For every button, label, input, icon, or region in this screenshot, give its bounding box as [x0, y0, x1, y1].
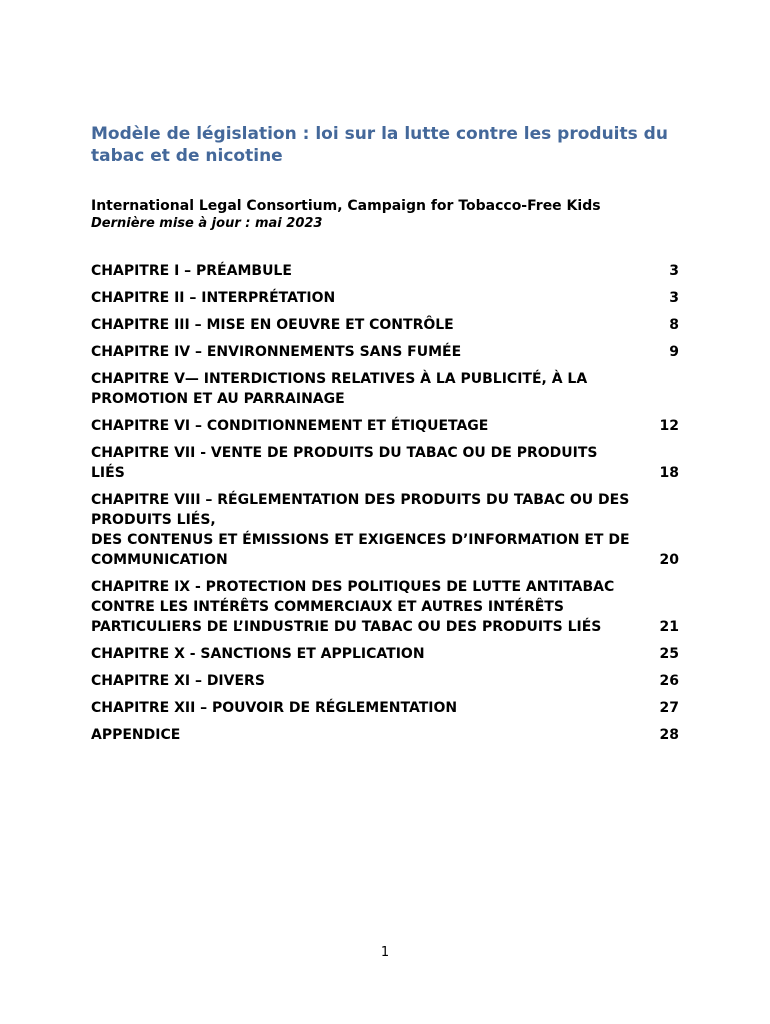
organization-line: International Legal Consortium, Campaign for Tobacco-Free Kids	[91, 198, 601, 214]
toc-entry[interactable]	[91, 315, 679, 335]
toc-entry-page: 26	[659, 673, 679, 689]
toc-entry-title: CHAPITRE III – MISE EN OEUVRE ET CONTRÔLE	[91, 317, 454, 333]
toc-entry-page: 21	[659, 619, 679, 635]
toc-entry-title: CHAPITRE XI – DIVERS	[91, 673, 265, 689]
toc-entry[interactable]	[91, 577, 679, 637]
toc-entry-title: CHAPITRE IX - PROTECTION DES POLITIQUES DE LUTTE ANTITABAC CONTRE LES INTÉRÊTS COMMERCIAUX ET AUTRES INTÉRÊTS PARTICULIERS DE L’INDUSTRIE DU TABAC OU DES PRODUITS LIÉS	[91, 579, 615, 635]
toc-entry-title: CHAPITRE VII - VENTE DE PRODUITS DU TABAC OU DE PRODUITS LIÉS	[91, 445, 598, 481]
page-number: 1	[380, 945, 390, 960]
toc-entry-title: APPENDICE	[91, 727, 181, 743]
toc-entry[interactable]	[91, 698, 679, 718]
toc-entry-page: 8	[669, 317, 679, 333]
toc-entry-page: 20	[659, 552, 679, 568]
document-meta	[91, 197, 691, 233]
toc-entry[interactable]	[91, 416, 679, 436]
toc-entry-page: 9	[669, 344, 679, 360]
toc-entry-title: CHAPITRE X - SANCTIONS ET APPLICATION	[91, 646, 425, 662]
toc-entry-page: 3	[669, 290, 679, 306]
toc-entry-page: 3	[669, 263, 679, 279]
toc-entry-page: 28	[659, 727, 679, 743]
toc-entry[interactable]	[91, 671, 679, 691]
toc-entry-page: 12	[659, 418, 679, 434]
toc-entry[interactable]	[91, 644, 679, 664]
toc-entry[interactable]	[91, 490, 679, 570]
table-of-contents	[91, 261, 679, 752]
toc-entry-title: CHAPITRE I – PRÉAMBULE	[91, 263, 292, 279]
toc-entry-title: CHAPITRE VI – CONDITIONNEMENT ET ÉTIQUETAGE	[91, 418, 489, 434]
document-title: Modèle de législation : loi sur la lutte contre les produits du tabac et de nicotine	[91, 124, 668, 166]
last-updated-line: Dernière mise à jour : mai 2023	[91, 216, 323, 231]
toc-entry-title: CHAPITRE IV – ENVIRONNEMENTS SANS FUMÉE	[91, 344, 462, 360]
toc-entry-title: CHAPITRE II – INTERPRÉTATION	[91, 290, 336, 306]
toc-entry[interactable]	[91, 725, 679, 745]
toc-entry-page: 18	[659, 465, 679, 481]
toc-entry-title: CHAPITRE V— INTERDICTIONS RELATIVES À LA PUBLICITÉ, À LA PROMOTION ET AU PARRAINAGE	[91, 371, 588, 407]
toc-entry[interactable]	[91, 443, 679, 483]
toc-entry[interactable]	[91, 369, 679, 409]
toc-entry[interactable]	[91, 288, 679, 308]
toc-entry-title: CHAPITRE VIII – RÉGLEMENTATION DES PRODUITS DU TABAC OU DES PRODUITS LIÉS, DES CONTENUS ET ÉMISSIONS ET EXIGENCES D’INFORMATION ET DE COMMUNICATION	[91, 492, 630, 568]
toc-entry-page: 25	[659, 646, 679, 662]
toc-entry-page: 27	[659, 700, 679, 716]
toc-entry[interactable]	[91, 261, 679, 281]
toc-entry-title: CHAPITRE XII – POUVOIR DE RÉGLEMENTATION	[91, 700, 458, 716]
toc-entry[interactable]	[91, 342, 679, 362]
